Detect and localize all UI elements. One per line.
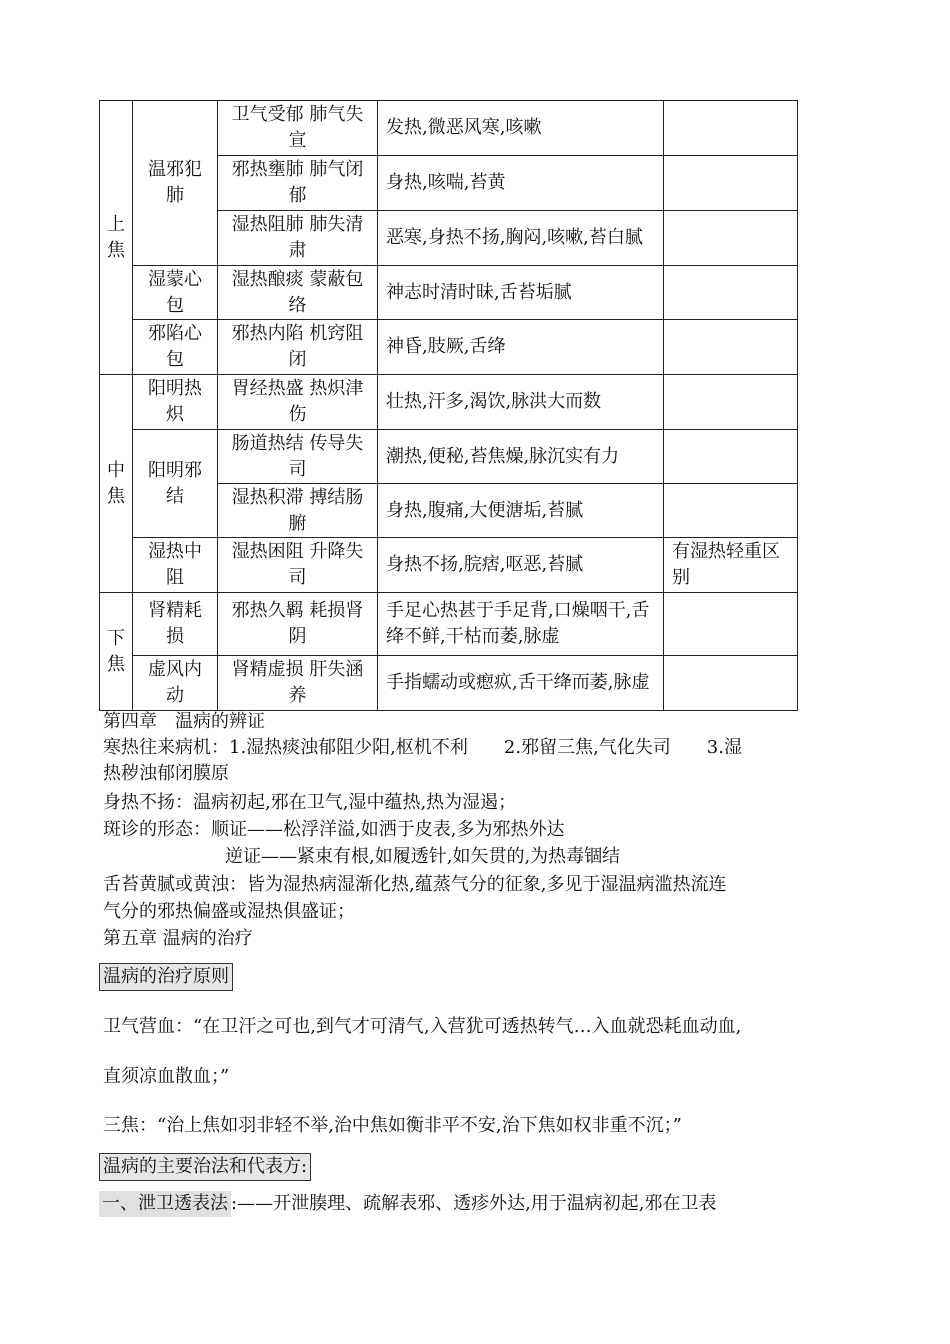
category-cell: 肾精耗损: [133, 593, 218, 656]
text-line: 身热不扬：温病初起,邪在卫气,湿中蕴热,热为湿遏；: [103, 792, 517, 813]
mechanism-cell: 邪热壅肺 肺气闭郁: [218, 156, 378, 211]
category-cell: 阳明热炽: [133, 375, 218, 430]
table-row: [100, 320, 798, 375]
symptom-cell: 恶寒,身热不扬,胸闷,咳嗽,苔白腻: [378, 211, 664, 266]
note-cell: 有湿热轻重区别: [664, 538, 798, 593]
method-1-line: [99, 1191, 717, 1217]
table-row: [100, 266, 798, 320]
category-cell: 温邪犯肺: [133, 101, 218, 266]
region-cell: 中焦: [100, 375, 133, 593]
note-cell: [664, 320, 798, 375]
category-cell: 邪陷心包: [133, 320, 218, 375]
symptom-cell: 潮热,便秘,苔焦燥,脉沉实有力: [378, 430, 664, 484]
note-cell: [664, 101, 798, 156]
text-line: 寒热往来病机：1.湿热痰浊郁阻少阳,枢机不利 2.邪留三焦,气化失司 3.湿: [103, 737, 742, 758]
text-line: 热秽浊郁闭膜原: [103, 763, 229, 784]
principle-heading: 温病的治疗原则: [99, 963, 233, 991]
note-cell: [664, 156, 798, 211]
region-cell: 下焦: [100, 593, 133, 711]
symptom-cell: 身热,腹痛,大便溏垢,苔腻: [378, 484, 664, 538]
mechanism-cell: 邪热内陷 机窍阻闭: [218, 320, 378, 375]
mechanism-cell: 卫气受郁 肺气失宣: [218, 101, 378, 156]
symptom-cell: 神昏,肢厥,舌绛: [378, 320, 664, 375]
text-line: 卫气营血：“在卫汗之可也,到气才可清气,入营犹可透热转气…入血就恐耗血动血,: [103, 1016, 742, 1037]
category-cell: 阳明邪结: [133, 430, 218, 538]
category-cell: 湿热中阻: [133, 538, 218, 593]
table-row: [100, 375, 798, 430]
symptom-cell: 手指蠕动或瘛疭,舌干绛而萎,脉虚: [378, 656, 664, 711]
table-row: [100, 101, 798, 156]
sanjiao-syndrome-table: [99, 100, 798, 711]
table-row: [100, 656, 798, 711]
symptom-cell: 身热,咳喘,苔黄: [378, 156, 664, 211]
method-1-label: 一、泄卫透表法: [99, 1191, 231, 1217]
note-cell: [664, 211, 798, 266]
mechanism-cell: 邪热久羁 耗损肾阴: [218, 593, 378, 656]
text-line: 直须凉血散血；”: [103, 1066, 230, 1087]
mechanism-cell: 肠道热结 传导失司: [218, 430, 378, 484]
mechanism-cell: 肾精虚损 肝失涵养: [218, 656, 378, 711]
category-cell: 虚风内动: [133, 656, 218, 711]
note-cell: [664, 484, 798, 538]
mechanism-cell: 湿热酿痰 蒙蔽包络: [218, 266, 378, 320]
text-line: 逆证——紧束有根,如履透针,如矢贯的,为热毒锢结: [225, 846, 621, 867]
category-cell: 湿蒙心包: [133, 266, 218, 320]
note-cell: [664, 656, 798, 711]
note-cell: [664, 430, 798, 484]
text-line: 三焦：“治上焦如羽非轻不举,治中焦如衡非平不安,治下焦如权非重不沉；”: [103, 1115, 682, 1136]
text-line: 斑诊的形态：顺证——松浮洋溢,如洒于皮表,多为邪热外达: [103, 819, 565, 840]
chapter-4-title: 第四章 温病的辨证: [103, 711, 265, 732]
method-1-text: :——开泄腠理、疏解表邪、透疹外达,用于温病初起,邪在卫表: [231, 1193, 717, 1214]
text-line: 舌苔黄腻或黄浊：皆为湿热病湿渐化热,蕴蒸气分的征象,多见于湿温病滥热流连: [103, 874, 727, 895]
symptom-cell: 身热不扬,脘痞,呕恶,苔腻: [378, 538, 664, 593]
methods-heading: 温病的主要治法和代表方:: [99, 1153, 311, 1181]
note-cell: [664, 593, 798, 656]
mechanism-cell: 湿热阻肺 肺失清肃: [218, 211, 378, 266]
mechanism-cell: 湿热积滞 搏结肠腑: [218, 484, 378, 538]
symptom-cell: 发热,微恶风寒,咳嗽: [378, 101, 664, 156]
table-row: [100, 593, 798, 656]
symptom-cell: 手足心热甚于手足背,口燥咽干,舌绛不鲜,干枯而萎,脉虚: [378, 593, 664, 656]
table-row: [100, 538, 798, 593]
note-cell: [664, 266, 798, 320]
note-cell: [664, 375, 798, 430]
chapter-5-title: 第五章 温病的治疗: [103, 928, 253, 949]
mechanism-cell: 胃经热盛 热炽津伤: [218, 375, 378, 430]
symptom-cell: 神志时清时昧,舌苔垢腻: [378, 266, 664, 320]
table-row: [100, 430, 798, 484]
region-cell: 上焦: [100, 101, 133, 375]
symptom-cell: 壮热,汗多,渴饮,脉洪大而数: [378, 375, 664, 430]
mechanism-cell: 湿热困阻 升降失司: [218, 538, 378, 593]
text-line: 气分的邪热偏盛或湿热俱盛证；: [103, 901, 355, 922]
